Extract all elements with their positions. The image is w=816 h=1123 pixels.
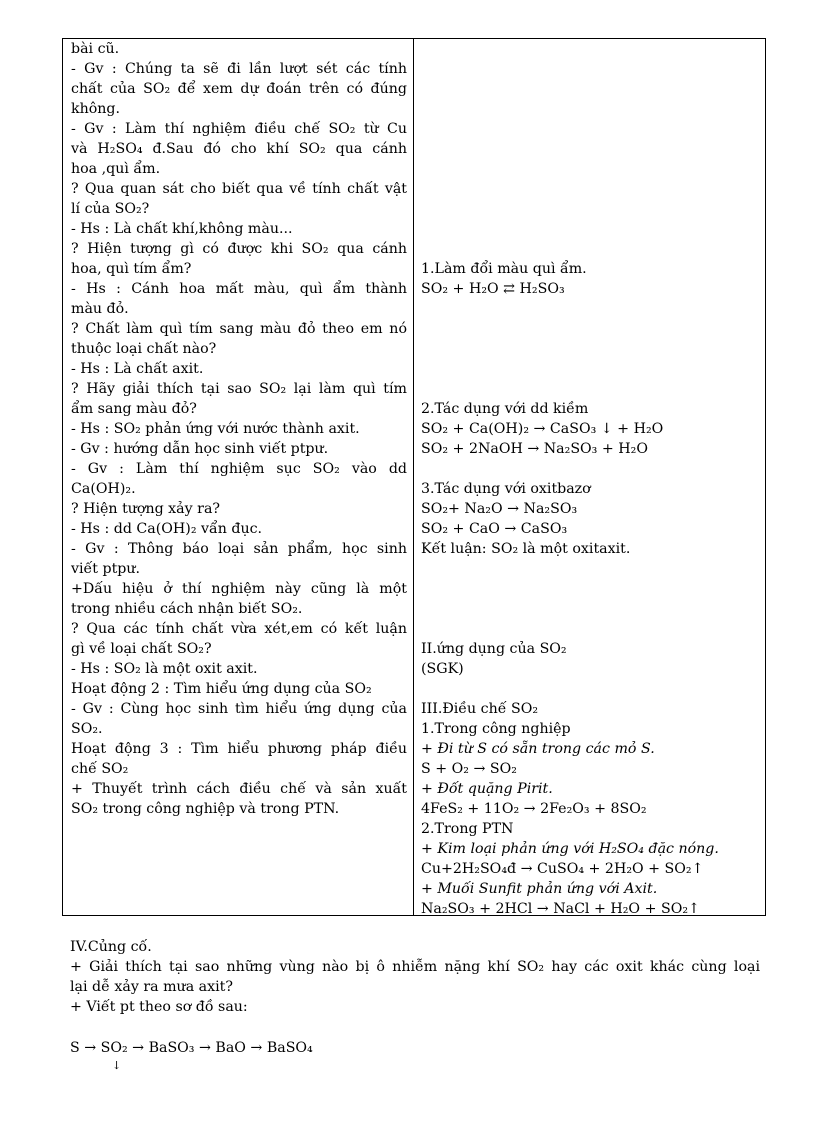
- left-column-line: ? Hãy giải thích tại sao SO₂ lại làm quì tím: [71, 381, 407, 397]
- section-applications-title: II.ứng dụng của SO₂: [421, 641, 567, 657]
- left-column-line: viết ptpư.: [71, 561, 141, 577]
- left-column-line: - Gv : Thông báo loại sản phẩm, học sinh: [71, 541, 407, 557]
- left-column-line: - Gv : Chúng ta sẽ đi lần lượt sét các tính: [71, 61, 407, 77]
- left-column-line: + Thuyết trình cách điều chế và sản xuất: [71, 781, 407, 797]
- left-column-line: - Hs : Là chất axit.: [71, 361, 204, 377]
- left-column-line: thuộc loại chất nào?: [71, 341, 217, 357]
- method-sulfite-acid: + Muối Sunfit phản ứng với Axit.: [421, 881, 658, 897]
- scheme-branch-arrow-icon: ↓: [112, 1059, 122, 1072]
- section-2-title: 2.Tác dụng với dd kiềm: [421, 401, 589, 417]
- left-column-line: +Dấu hiệu ở thí nghiệm này cũng là một: [71, 581, 407, 597]
- left-column-line: Ca(OH)₂.: [71, 481, 136, 497]
- left-column-line: màu đỏ.: [71, 301, 129, 317]
- left-column-line: Hoạt động 3 : Tìm hiểu phương pháp điều: [71, 741, 407, 757]
- left-column-line: trong nhiều cách nhận biết SO₂.: [71, 601, 303, 617]
- left-column-line: và H₂SO₄ đ.Sau đó cho khí SO₂ qua cánh: [71, 141, 407, 157]
- left-column-line: chế SO₂: [71, 761, 129, 777]
- equation-pyrite: 4FeS₂ + 11O₂ → 2Fe₂O₃ + 8SO₂: [421, 801, 647, 817]
- left-column-line: - Hs : Là chất khí,không màu...: [71, 221, 293, 237]
- left-column-line: lí của SO₂?: [71, 201, 150, 217]
- left-column-line: Hoạt động 2 : Tìm hiểu ứng dụng của SO₂: [71, 681, 372, 697]
- section-preparation-title: III.Điều chế SO₂: [421, 701, 539, 717]
- left-column-line: - Hs : dd Ca(OH)₂ vẩn đục.: [71, 521, 263, 537]
- section-applications-ref: (SGK): [421, 661, 464, 677]
- left-column-line: ? Hiện tượng gì có được khi SO₂ qua cánh: [71, 241, 407, 257]
- section-1-title: 1.Làm đổi màu quì ẩm.: [421, 261, 587, 277]
- left-column-line: ? Chất làm quì tím sang màu đỏ theo em nó: [71, 321, 407, 337]
- question-2: + Viết pt theo sơ đồ sau:: [70, 999, 248, 1015]
- left-column-line: - Hs : SO₂ là một oxit axit.: [71, 661, 258, 677]
- left-column-line: ? Qua quan sát cho biết qua về tính chất vật: [71, 181, 407, 197]
- left-column-line: hoa ,quì ẩm.: [71, 161, 161, 177]
- left-column-line: bài cũ.: [71, 41, 120, 57]
- left-column-line: ? Qua các tính chất vừa xét,em có kết luận: [71, 621, 407, 637]
- conclusion: Kết luận: SO₂ là một oxitaxit.: [421, 541, 631, 557]
- equation-copper: Cu+2H₂SO₄đ → CuSO₄ + 2H₂O + SO₂↑: [421, 861, 704, 877]
- method-metal-acid: + Kim loại phản ứng với H₂SO₄ đặc nóng.: [421, 841, 719, 857]
- method-pyrite: + Đốt quặng Pirit.: [421, 781, 553, 797]
- left-column-line: - Hs : Cánh hoa mất màu, quì ẩm thành: [71, 281, 407, 297]
- lesson-table: [62, 38, 766, 916]
- left-column-line: hoa, quì tím ẩm?: [71, 261, 192, 277]
- question-1-line-2: lại dễ xảy ra mưa axit?: [70, 979, 233, 995]
- reaction-scheme: S → SO₂ → BaSO₃ → BaO → BaSO₄: [70, 1040, 313, 1056]
- left-column-line: - Gv : Cùng học sinh tìm hiểu ứng dụng của: [71, 701, 407, 717]
- left-column-line: - Gv : hướng dẫn học sinh viết ptpư.: [71, 441, 329, 457]
- left-column-line: gì về loại chất SO₂?: [71, 641, 212, 657]
- equation-3a: SO₂+ Na₂O → Na₂SO₃: [421, 501, 578, 517]
- equation-sulfite: Na₂SO₃ + 2HCl → NaCl + H₂O + SO₂↑: [421, 901, 700, 917]
- left-column-line: không.: [71, 101, 121, 117]
- industry-subtitle: 1.Trong công nghiệp: [421, 721, 571, 737]
- lab-subtitle: 2.Trong PTN: [421, 821, 514, 837]
- question-1-line-1: + Giải thích tại sao những vùng nào bị ô nhiễm nặng khí SO₂ hay các oxit khác cùng loại: [70, 959, 760, 975]
- equation-sulfur: S + O₂ → SO₂: [421, 761, 517, 777]
- section-3-title: 3.Tác dụng với oxitbazơ: [421, 481, 591, 497]
- equation-2b: SO₂ + 2NaOH → Na₂SO₃ + H₂O: [421, 441, 648, 457]
- consolidation-heading: IV.Củng cố.: [70, 939, 152, 955]
- column-divider: [413, 39, 414, 915]
- left-column-line: SO₂.: [71, 721, 103, 737]
- left-column-line: ? Hiện tượng xảy ra?: [71, 501, 221, 517]
- left-column-line: SO₂ trong công nghiệp và trong PTN.: [71, 801, 340, 817]
- method-sulfur: + Đi từ S có sẵn trong các mỏ S.: [421, 741, 655, 757]
- left-column-line: - Hs : SO₂ phản ứng với nước thành axit.: [71, 421, 360, 437]
- equation-1: SO₂ + H₂O ⇄ H₂SO₃: [421, 281, 565, 297]
- equation-3b: SO₂ + CaO → CaSO₃: [421, 521, 568, 537]
- left-column-line: - Gv : Làm thí nghiệm điều chế SO₂ từ Cu: [71, 121, 407, 137]
- left-column-line: ẩm sang màu đỏ?: [71, 401, 197, 417]
- equation-2a: SO₂ + Ca(OH)₂ → CaSO₃ ↓ + H₂O: [421, 421, 664, 437]
- left-column-line: - Gv : Làm thí nghiệm sục SO₂ vào dd: [71, 461, 407, 477]
- left-column-line: chất của SO₂ để xem dự đoán trên có đúng: [71, 81, 407, 97]
